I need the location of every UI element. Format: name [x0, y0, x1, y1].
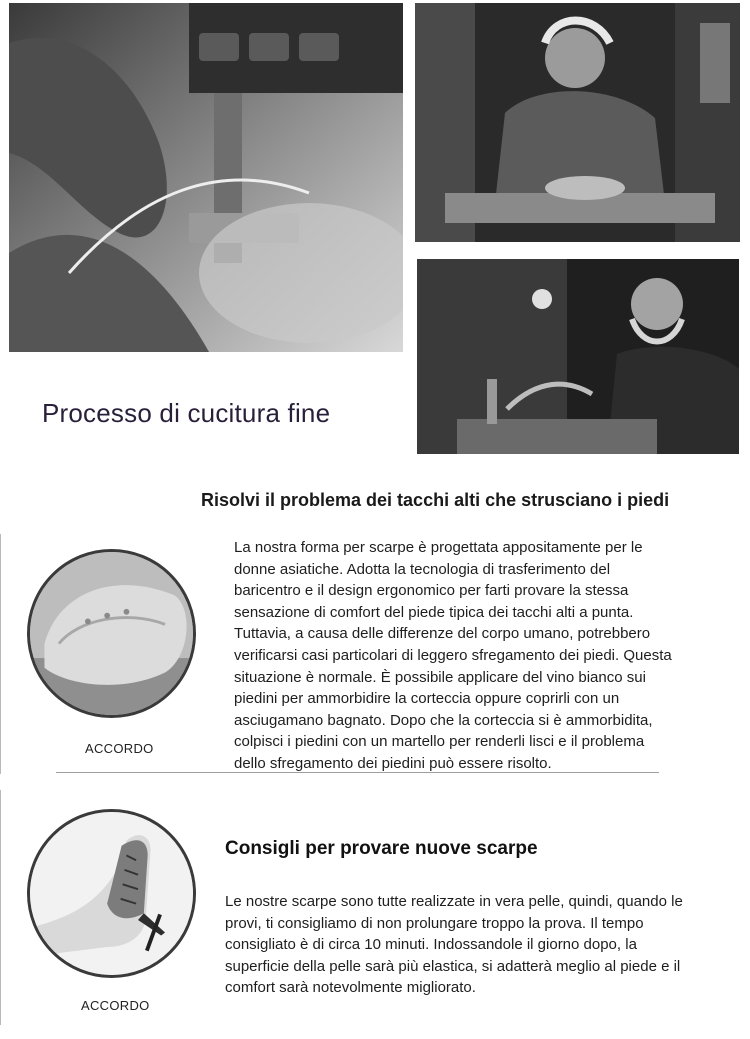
block1-line: verificarsi casi particolari di leggero sfregamento dei piedi. Questa	[234, 646, 672, 664]
block1-line: situazione è normale. È possibile applicare del vino bianco sui	[234, 668, 646, 686]
block2-caption: ACCORDO	[81, 998, 150, 1013]
sewing-machine-photo	[9, 3, 403, 352]
shoe-last-photo	[27, 549, 196, 718]
block2-paragraph	[225, 891, 725, 999]
snakeskin-heel-photo	[27, 809, 196, 978]
block1-line: Tuttavia, a causa delle differenze del corpo umano, potrebbero	[234, 625, 651, 643]
block2-line: Le nostre scarpe sono tutte realizzate in vera pelle, quindi, quando le	[225, 893, 683, 910]
block1-line: piedini per ammorbidire la corteccia oppure coprirli con un	[234, 690, 620, 708]
block1-line: donne asiatiche. Adotta la tecnologia di trasferimento del	[234, 560, 611, 578]
block1-caption: ACCORDO	[85, 741, 154, 756]
block1-line: La nostra forma per scarpe è progettata appositamente per le	[234, 539, 643, 556]
artisan-workbench-photo	[415, 3, 740, 242]
block2-line: superficie della pelle sarà più elastica, si adatterà meglio al piede e il	[225, 957, 681, 975]
block1-heading: Risolvi il problema dei tacchi alti che strusciano i piedi	[201, 490, 670, 510]
left-rule-bottom	[0, 790, 1, 1025]
block1-line: colpisci i piedini con un martello per renderli lisci e il problema	[234, 733, 645, 751]
section-divider	[56, 772, 659, 773]
block2-line: provi, ti consigliamo di non prolungare troppo la prova. Il tempo	[225, 914, 644, 932]
block1-line: baricentro e il design ergonomico per farti provare la stessa	[234, 582, 629, 600]
block1-paragraph	[234, 537, 684, 775]
block2-heading: Consigli per provare nuove scarpe	[225, 838, 538, 859]
block1-line: dello sfregamento dei piedini può essere risolto.	[234, 754, 552, 772]
section-title: Processo di cucitura fine	[42, 398, 331, 428]
block1-line: asciugamano bagnato. Dopo che la corteccia si è ammorbidita,	[234, 711, 653, 729]
artisan-soldering-photo	[417, 259, 739, 454]
left-rule-top	[0, 534, 1, 774]
block2-line: comfort sarà notevolmente migliorato.	[225, 979, 476, 997]
block1-line: sensazione di comfort del piede tipica dei tacchi alti a punta.	[234, 603, 634, 621]
block2-line: consigliato è di circa 10 minuti. Indossandole il giorno dopo, la	[225, 936, 637, 954]
